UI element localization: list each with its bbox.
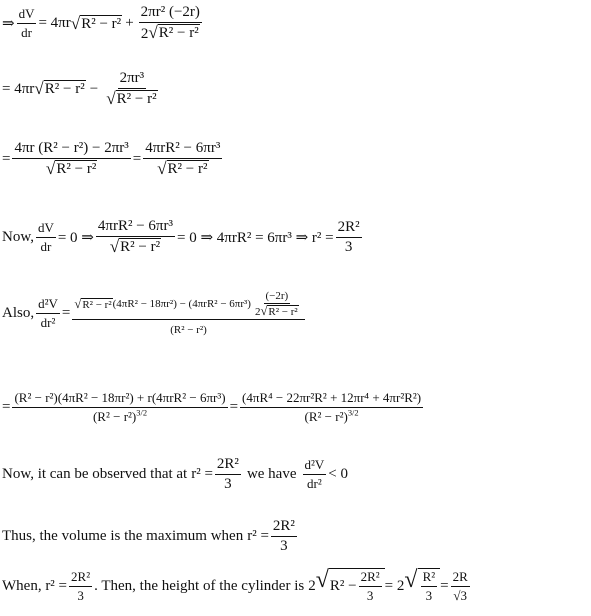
fraction-dv-dr: $\frac{dV}{dr}$ <box>37 219 54 254</box>
operator: = <box>2 150 11 167</box>
operator: = <box>2 399 11 415</box>
equation-line-3 <box>2 140 224 178</box>
fraction-r-squared: $\frac{\text{2R²}}{3}$ <box>337 218 360 255</box>
fraction-term: $\frac{\text{(4πR⁴ − 22πr²R² + 12πr⁴ + 4πr²R²)}}{(R^2 - r^2)^{3/2}}$ <box>242 390 422 424</box>
operator: = <box>440 577 449 594</box>
sentence-text: Now, it can be observed that at <box>2 466 188 482</box>
operator: − <box>89 80 99 97</box>
equation-line-4 <box>2 218 364 256</box>
term-text: < 0 <box>328 466 349 482</box>
fraction-d2v-dr2: $\frac{\text{d²V}}{\text{dr²}}$ <box>38 295 58 330</box>
fraction-r-squared: $\frac{\text{2R²}}{3}$ <box>71 568 91 603</box>
label-text: Now, <box>2 228 34 245</box>
sqrt-expression: √ R² − $\frac{\text{2R²}}{3}$ <box>316 568 385 604</box>
sentence-text: . Then, the height of the cylinder is <box>94 577 305 594</box>
equation-line-7 <box>2 456 348 493</box>
fraction-term: 2πr² (−2r) 2 √ R² − r² <box>140 4 200 42</box>
term-text: = 0 ⇒ <box>57 229 94 246</box>
label-text: Also, <box>2 304 35 321</box>
sqrt-expression: √ R² − r² <box>34 79 85 98</box>
equation-line-1 <box>2 4 204 43</box>
equation-line-5 <box>2 290 307 336</box>
fraction-term: 2πr³ √ R² − r² <box>106 70 157 108</box>
term-text: 2 <box>308 577 316 594</box>
fraction-term: $\frac{\text{(R² − r²)(4πR² − 18πr²) + r(4πrR² − 6πr³)}}{(R^2 - r^2)^{3/2}}$ <box>14 390 226 424</box>
fraction-term: 4πrR² − 6πr³ √ R² − r² <box>97 218 173 256</box>
equation-line-9 <box>2 568 472 604</box>
term-text: r² = <box>247 528 269 544</box>
term-text: r² = <box>191 466 213 482</box>
sqrt-expression: √ $\frac{\text{R²}}{3}$ <box>404 568 440 604</box>
operator: = <box>229 399 239 415</box>
equation-line-2 <box>2 70 162 108</box>
operator: + <box>125 15 134 31</box>
sentence-text: When, r² = <box>2 577 68 594</box>
term-text: = 4πr <box>38 15 71 31</box>
term-text: = 2 <box>384 577 405 594</box>
sentence-text: Thus, the volume is the maximum when <box>2 528 244 544</box>
operator: = <box>132 150 142 167</box>
fraction-r-squared: $\frac{\text{2R²}}{3}$ <box>216 456 239 492</box>
fraction-term: √ R² − r² (4πR² − 18πr²) − (4πrR² − 6πr³) (−2r) 2 √ R² − r² (R² − r²) <box>72 290 304 336</box>
operator: = <box>61 304 71 321</box>
equation-line-6 <box>2 390 425 425</box>
fraction-term: 4πr (R² − r²) − 2πr³ √ R² − r² <box>14 140 129 178</box>
fraction-height: $\frac{2R}{√3}$ <box>452 568 468 603</box>
implies-symbol: ⇒ <box>2 16 15 32</box>
term-text: = 4πr <box>2 80 35 97</box>
sqrt-expression: √ R² − r² <box>70 13 122 33</box>
term-text: = 0 ⇒ 4πrR² = 6πr³ ⇒ r² = <box>176 229 334 246</box>
fraction-term: 4πrR² − 6πr³ √ R² − r² <box>145 140 221 178</box>
equation-line-8 <box>2 518 299 555</box>
sentence-text: we have <box>246 466 297 482</box>
fraction-r-squared: $\frac{\text{2R²}}{3}$ <box>272 518 295 554</box>
fraction-dv-dr: $\frac{dV}{dr}$ <box>18 6 35 40</box>
fraction-d2v-dr2: $\frac{\text{d²V}}{\text{dr²}}$ <box>304 457 325 491</box>
